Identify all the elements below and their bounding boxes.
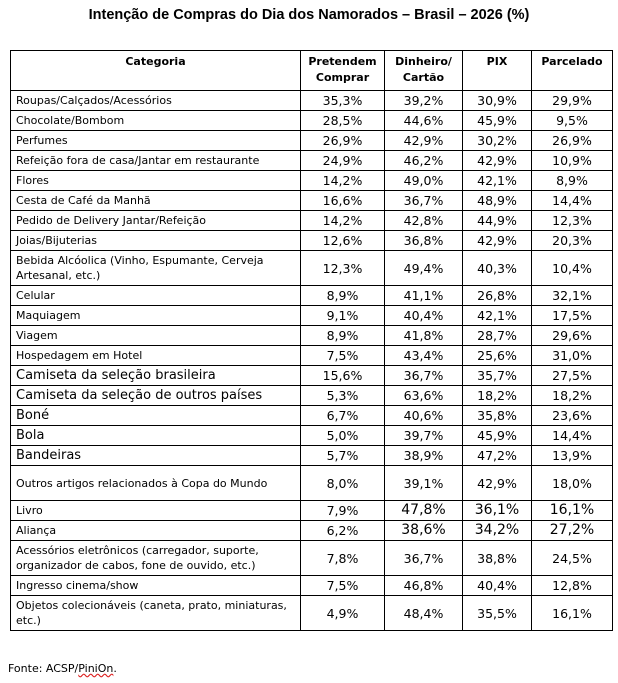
category-cell: Boné [11, 406, 301, 426]
category-cell: Viagem [11, 326, 301, 346]
dinheiro-cartao-cell: 48,4% [385, 596, 463, 631]
dinheiro-cartao-cell: 39,2% [385, 91, 463, 111]
pix-cell: 30,2% [463, 131, 532, 151]
category-cell: Maquiagem [11, 306, 301, 326]
table-row [11, 346, 613, 366]
table-row [11, 286, 613, 306]
pix-cell: 35,8% [463, 406, 532, 426]
pix-cell: 42,1% [463, 306, 532, 326]
pix-cell: 47,2% [463, 446, 532, 466]
dinheiro-cartao-cell: 38,6% [385, 521, 463, 541]
pretendem-comprar-cell: 8,0% [301, 466, 385, 501]
table-row [11, 326, 613, 346]
table-row [11, 171, 613, 191]
table-row [11, 386, 613, 406]
parcelado-cell: 10,9% [532, 151, 613, 171]
pretendem-comprar-cell: 5,3% [301, 386, 385, 406]
pretendem-comprar-cell: 16,6% [301, 191, 385, 211]
table-row [11, 91, 613, 111]
dinheiro-cartao-cell: 36,8% [385, 231, 463, 251]
pix-cell: 42,9% [463, 466, 532, 501]
parcelado-cell: 26,9% [532, 131, 613, 151]
parcelado-cell: 9,5% [532, 111, 613, 131]
dinheiro-cartao-cell: 41,1% [385, 286, 463, 306]
table-title: Intenção de Compras do Dia dos Namorados – Brasil – 2026 (%) [88, 7, 530, 23]
category-cell: Aliança [11, 521, 301, 541]
pretendem-comprar-cell: 12,6% [301, 231, 385, 251]
dinheiro-cartao-cell: 43,4% [385, 346, 463, 366]
table-row [11, 501, 613, 521]
category-cell: Hospedagem em Hotel [11, 346, 301, 366]
parcelado-cell: 31,0% [532, 346, 613, 366]
pretendem-comprar-cell: 35,3% [301, 91, 385, 111]
parcelado-cell: 18,2% [532, 386, 613, 406]
pix-cell: 35,5% [463, 596, 532, 631]
pretendem-comprar-cell: 7,5% [301, 346, 385, 366]
pix-cell: 40,4% [463, 576, 532, 596]
table-row [11, 251, 613, 286]
pretendem-comprar-cell: 5,7% [301, 446, 385, 466]
parcelado-cell: 14,4% [532, 191, 613, 211]
parcelado-cell: 27,5% [532, 366, 613, 386]
parcelado-cell: 16,1% [532, 501, 613, 521]
category-cell: Camiseta da seleção brasileira [11, 366, 301, 386]
pix-cell: 42,1% [463, 171, 532, 191]
header-row [11, 51, 613, 91]
pretendem-comprar-cell: 7,8% [301, 541, 385, 576]
table-row [11, 306, 613, 326]
table-row [11, 596, 613, 631]
dinheiro-cartao-cell: 44,6% [385, 111, 463, 131]
table-row [11, 576, 613, 596]
parcelado-cell: 20,3% [532, 231, 613, 251]
pix-cell: 48,9% [463, 191, 532, 211]
table-row [11, 521, 613, 541]
parcelado-cell: 29,9% [532, 91, 613, 111]
category-cell: Pedido de Delivery Jantar/Refeição [11, 211, 301, 231]
dinheiro-cartao-cell: 39,7% [385, 426, 463, 446]
parcelado-cell: 32,1% [532, 286, 613, 306]
category-cell: Ingresso cinema/show [11, 576, 301, 596]
table-row [11, 131, 613, 151]
pix-cell: 45,9% [463, 111, 532, 131]
pix-cell: 45,9% [463, 426, 532, 446]
source-prefix: Fonte: ACSP/ [8, 662, 79, 675]
table-row [11, 151, 613, 171]
pix-cell: 26,8% [463, 286, 532, 306]
pretendem-comprar-cell: 8,9% [301, 286, 385, 306]
parcelado-cell: 16,1% [532, 596, 613, 631]
table-row [11, 466, 613, 501]
category-cell: Acessórios eletrônicos (carregador, suporte, organizador de cabos, fone de ouvido, etc.) [11, 541, 301, 576]
pretendem-comprar-cell: 14,2% [301, 171, 385, 191]
pretendem-comprar-cell: 12,3% [301, 251, 385, 286]
dinheiro-cartao-cell: 42,9% [385, 131, 463, 151]
pix-cell: 38,8% [463, 541, 532, 576]
parcelado-cell: 18,0% [532, 466, 613, 501]
pretendem-comprar-cell: 5,0% [301, 426, 385, 446]
parcelado-cell: 24,5% [532, 541, 613, 576]
parcelado-cell: 29,6% [532, 326, 613, 346]
source-note [8, 662, 117, 675]
table-row [11, 541, 613, 576]
source-suffix: . [113, 662, 117, 675]
category-cell: Celular [11, 286, 301, 306]
category-cell: Bola [11, 426, 301, 446]
parcelado-cell: 17,5% [532, 306, 613, 326]
parcelado-cell: 10,4% [532, 251, 613, 286]
category-cell: Camiseta da seleção de outros países [11, 386, 301, 406]
pix-cell: 18,2% [463, 386, 532, 406]
pix-cell: 42,9% [463, 151, 532, 171]
header-dinheiro-cartao: Dinheiro/ Cartão [385, 51, 463, 91]
dinheiro-cartao-cell: 63,6% [385, 386, 463, 406]
pix-cell: 44,9% [463, 211, 532, 231]
pretendem-comprar-cell: 26,9% [301, 131, 385, 151]
dinheiro-cartao-cell: 40,6% [385, 406, 463, 426]
pix-cell: 30,9% [463, 91, 532, 111]
category-cell: Bandeiras [11, 446, 301, 466]
category-cell: Refeição fora de casa/Jantar em restaurante [11, 151, 301, 171]
dinheiro-cartao-cell: 36,7% [385, 191, 463, 211]
pix-cell: 42,9% [463, 231, 532, 251]
pix-cell: 40,3% [463, 251, 532, 286]
dinheiro-cartao-cell: 39,1% [385, 466, 463, 501]
pretendem-comprar-cell: 7,9% [301, 501, 385, 521]
pretendem-comprar-cell: 15,6% [301, 366, 385, 386]
table-row [11, 426, 613, 446]
category-cell: Objetos colecionáveis (caneta, prato, miniaturas, etc.) [11, 596, 301, 631]
category-cell: Flores [11, 171, 301, 191]
pretendem-comprar-cell: 8,9% [301, 326, 385, 346]
header-categoria: Categoria [11, 51, 301, 91]
purchase-intention-table [10, 50, 613, 631]
header-pix: PIX [463, 51, 532, 91]
parcelado-cell: 23,6% [532, 406, 613, 426]
dinheiro-cartao-cell: 36,7% [385, 366, 463, 386]
pix-cell: 34,2% [463, 521, 532, 541]
pretendem-comprar-cell: 6,2% [301, 521, 385, 541]
parcelado-cell: 27,2% [532, 521, 613, 541]
pix-cell: 36,1% [463, 501, 532, 521]
header-parcelado: Parcelado [532, 51, 613, 91]
category-cell: Cesta de Café da Manhã [11, 191, 301, 211]
parcelado-cell: 8,9% [532, 171, 613, 191]
dinheiro-cartao-cell: 46,2% [385, 151, 463, 171]
table-row [11, 111, 613, 131]
dinheiro-cartao-cell: 47,8% [385, 501, 463, 521]
dinheiro-cartao-cell: 38,9% [385, 446, 463, 466]
dinheiro-cartao-cell: 36,7% [385, 541, 463, 576]
category-cell: Livro [11, 501, 301, 521]
category-cell: Joias/Bijuterias [11, 231, 301, 251]
pix-cell: 28,7% [463, 326, 532, 346]
dinheiro-cartao-cell: 49,0% [385, 171, 463, 191]
category-cell: Roupas/Calçados/Acessórios [11, 91, 301, 111]
source-name: PiniOn [78, 662, 114, 675]
pretendem-comprar-cell: 28,5% [301, 111, 385, 131]
pretendem-comprar-cell: 4,9% [301, 596, 385, 631]
parcelado-cell: 14,4% [532, 426, 613, 446]
table-row [11, 231, 613, 251]
parcelado-cell: 13,9% [532, 446, 613, 466]
pretendem-comprar-cell: 6,7% [301, 406, 385, 426]
category-cell: Bebida Alcóolica (Vinho, Espumante, Cerveja Artesanal, etc.) [11, 251, 301, 286]
pretendem-comprar-cell: 24,9% [301, 151, 385, 171]
pretendem-comprar-cell: 7,5% [301, 576, 385, 596]
table-row [11, 211, 613, 231]
pretendem-comprar-cell: 9,1% [301, 306, 385, 326]
dinheiro-cartao-cell: 41,8% [385, 326, 463, 346]
pretendem-comprar-cell: 14,2% [301, 211, 385, 231]
dinheiro-cartao-cell: 40,4% [385, 306, 463, 326]
pix-cell: 25,6% [463, 346, 532, 366]
header-pretendem-comprar: Pretendem Comprar [301, 51, 385, 91]
pix-cell: 35,7% [463, 366, 532, 386]
category-cell: Perfumes [11, 131, 301, 151]
table-row [11, 366, 613, 386]
parcelado-cell: 12,8% [532, 576, 613, 596]
table-row [11, 406, 613, 426]
category-cell: Outros artigos relacionados à Copa do Mundo [11, 466, 301, 501]
dinheiro-cartao-cell: 49,4% [385, 251, 463, 286]
table-row [11, 191, 613, 211]
category-cell: Chocolate/Bombom [11, 111, 301, 131]
dinheiro-cartao-cell: 42,8% [385, 211, 463, 231]
parcelado-cell: 12,3% [532, 211, 613, 231]
dinheiro-cartao-cell: 46,8% [385, 576, 463, 596]
table-row [11, 446, 613, 466]
